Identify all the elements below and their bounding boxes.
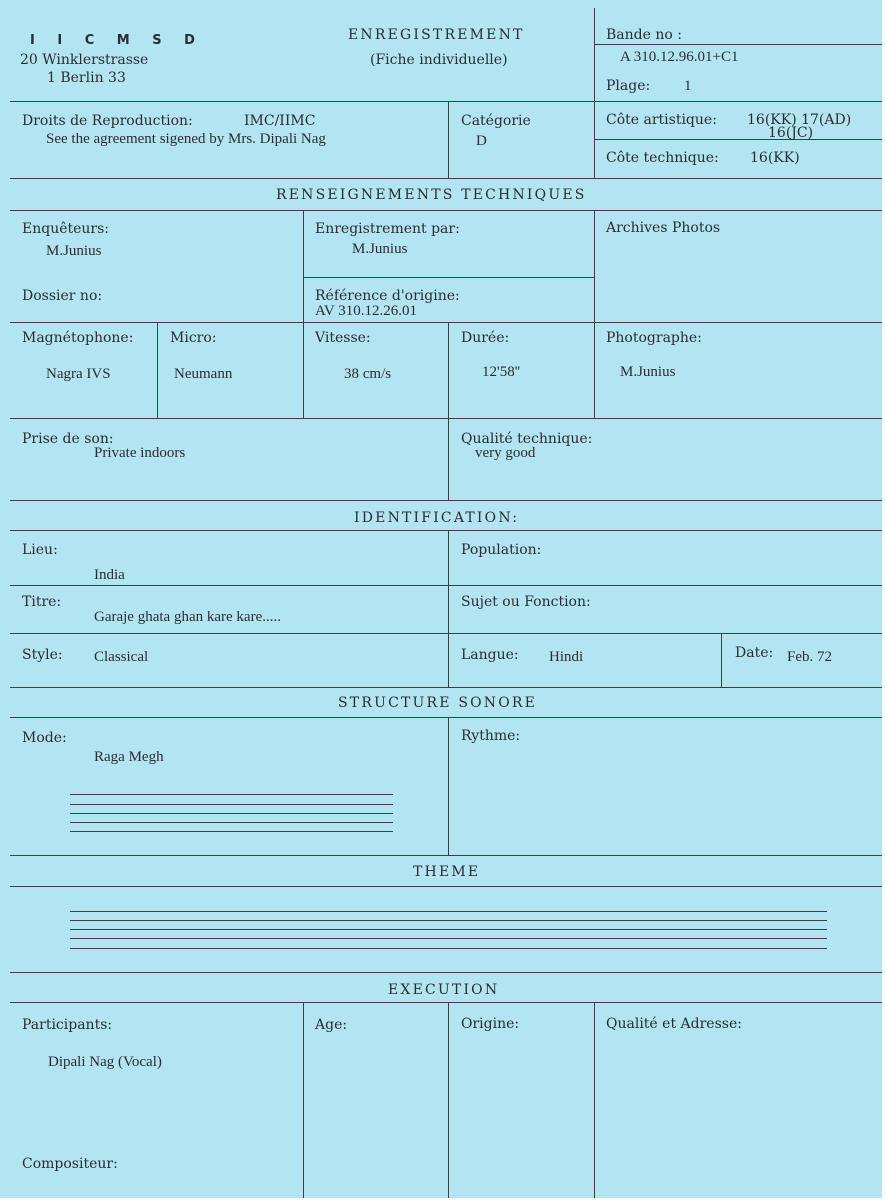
cote-technique-label: Côte technique: <box>606 150 719 166</box>
rights-label: Droits de Reproduction: <box>22 113 193 129</box>
org-address-city: 1 Berlin 33 <box>47 70 126 86</box>
reference-label: Référence d'origine: <box>315 288 460 304</box>
prise-de-son-value: Private indoors <box>94 445 186 461</box>
rule <box>594 1002 595 1198</box>
rule <box>10 530 882 531</box>
rule <box>10 585 882 586</box>
writing-line <box>70 929 827 930</box>
sujet-label: Sujet ou Fonction: <box>461 594 591 610</box>
micro-label: Micro: <box>170 330 217 346</box>
writing-line <box>70 920 827 921</box>
prise-de-son-label: Prise de son: <box>22 431 114 447</box>
section-heading-structure: STRUCTURE SONORE <box>338 695 538 711</box>
qualite-technique-label: Qualité technique: <box>461 431 593 447</box>
rule <box>448 322 449 418</box>
plage-label: Plage: <box>606 78 651 94</box>
writing-line <box>70 938 827 939</box>
langue-label: Langue: <box>461 647 519 663</box>
writing-line <box>70 831 393 832</box>
rule <box>303 210 304 418</box>
compositeur-label: Compositeur: <box>22 1156 118 1172</box>
rights-note: See the agreement sigened by Mrs. Dipali Nag <box>46 131 326 147</box>
rule <box>594 44 882 45</box>
org-address-street: 20 Winklerstrasse <box>20 52 149 68</box>
rights-value: IMC/IIMC <box>244 113 316 129</box>
rule <box>10 717 882 718</box>
rule <box>303 277 594 278</box>
writing-line <box>70 911 827 912</box>
writing-line <box>70 948 827 949</box>
cote-technique-value: 16(KK) <box>750 150 800 166</box>
rule <box>10 418 882 419</box>
micro-value: Neumann <box>174 366 233 382</box>
langue-value: Hindi <box>549 649 584 665</box>
categorie-value: D <box>476 133 487 149</box>
rule <box>10 687 882 688</box>
rule <box>10 101 882 102</box>
rule <box>448 1002 449 1198</box>
rule <box>10 1002 882 1003</box>
age-label: Age: <box>315 1017 348 1033</box>
section-heading-technical: RENSEIGNEMENTS TECHNIQUES <box>276 187 587 203</box>
participants-label: Participants: <box>22 1017 113 1033</box>
mode-label: Mode: <box>22 730 67 746</box>
date-value: Feb. 72 <box>787 649 832 665</box>
archives-photos-label: Archives Photos <box>606 220 721 236</box>
qualite-technique-value: very good <box>475 445 536 461</box>
writing-line <box>70 822 393 823</box>
mode-value: Raga Megh <box>94 749 164 765</box>
enregistrement-par-value: M.Junius <box>352 241 408 257</box>
origine-label: Origine: <box>461 1016 520 1032</box>
rule <box>721 633 722 687</box>
duree-label: Durée: <box>461 330 510 346</box>
qualite-adresse-label: Qualité et Adresse: <box>606 1016 742 1032</box>
categorie-label: Catégorie <box>461 113 531 129</box>
magnetophone-label: Magnétophone: <box>22 330 134 346</box>
rule <box>10 633 882 634</box>
style-value: Classical <box>94 649 149 665</box>
writing-line <box>70 804 393 805</box>
cote-artistique-value: 16(KK) 17(AD) <box>747 112 852 128</box>
cote-artistique-value-2: 16(JC) <box>768 125 814 141</box>
writing-line <box>70 813 393 814</box>
magnetophone-value: Nagra IVS <box>46 366 111 382</box>
rule <box>448 418 449 500</box>
section-heading-theme: THEME <box>413 864 481 880</box>
vitesse-value: 38 cm/s <box>344 366 392 382</box>
rule <box>10 500 882 501</box>
dossier-label: Dossier no: <box>22 288 103 304</box>
rule <box>594 139 882 140</box>
reference-value: AV 310.12.26.01 <box>315 303 417 319</box>
participants-value: Dipali Nag (Vocal) <box>48 1054 162 1070</box>
vitesse-label: Vitesse: <box>315 330 371 346</box>
enqueteurs-label: Enquêteurs: <box>22 221 110 237</box>
rule <box>10 886 882 887</box>
form-title: ENREGISTREMENT <box>348 27 525 43</box>
writing-line <box>70 794 393 795</box>
rule <box>157 322 158 418</box>
rule <box>10 322 882 323</box>
photographe-label: Photographe: <box>606 330 702 346</box>
rule <box>448 717 449 855</box>
rule <box>10 855 882 856</box>
population-label: Population: <box>461 542 542 558</box>
photographe-value: M.Junius <box>620 364 676 380</box>
rule <box>10 972 882 973</box>
titre-label: Titre: <box>22 594 62 610</box>
rule <box>10 210 882 211</box>
plage-value: 1 <box>684 78 692 94</box>
rule <box>594 210 595 418</box>
enregistrement-par-label: Enregistrement par: <box>315 221 460 237</box>
rule <box>448 101 449 178</box>
section-heading-identification: IDENTIFICATION: <box>354 510 520 526</box>
duree-value: 12'58'' <box>482 364 521 380</box>
style-label: Style: <box>22 647 63 663</box>
enqueteurs-value: M.Junius <box>46 243 102 259</box>
cote-artistique-label: Côte artistique: <box>606 112 717 128</box>
bande-value: A 310.12.96.01+C1 <box>620 49 739 65</box>
rule <box>303 1002 304 1198</box>
org-logo: I I C M S D <box>30 33 204 48</box>
rule <box>10 178 882 179</box>
bande-label: Bande no : <box>606 27 682 43</box>
date-label: Date: <box>735 645 774 661</box>
rule <box>594 8 595 178</box>
rule <box>448 530 449 687</box>
section-heading-execution: EXECUTION <box>388 982 500 998</box>
form-subtitle: (Fiche individuelle) <box>370 52 508 68</box>
titre-value: Garaje ghata ghan kare kare..... <box>94 609 281 625</box>
lieu-value: India <box>94 567 125 583</box>
lieu-label: Lieu: <box>22 542 58 558</box>
rythme-label: Rythme: <box>461 728 521 744</box>
